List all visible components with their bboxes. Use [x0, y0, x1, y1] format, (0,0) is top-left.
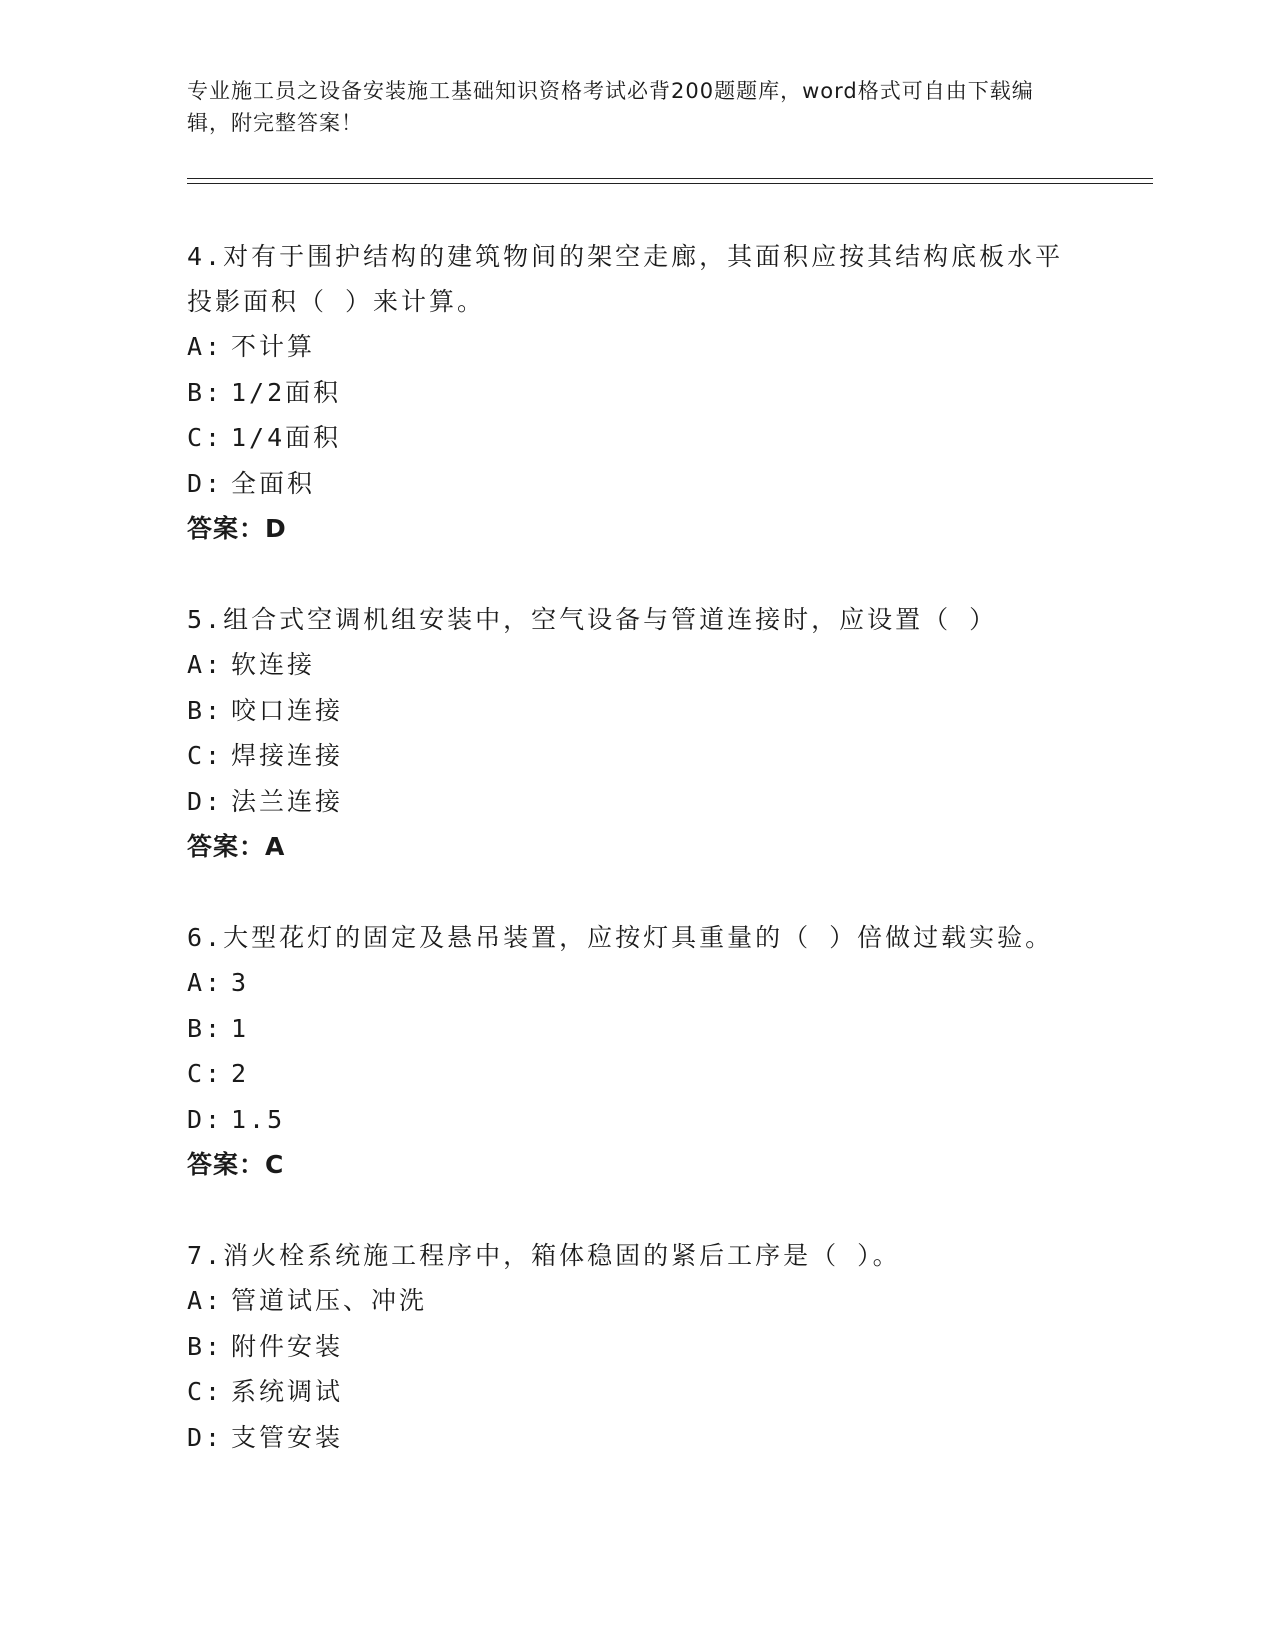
option-text: 3	[231, 968, 250, 997]
option-text: 全面积	[231, 468, 316, 498]
option-text: 2	[231, 1059, 250, 1088]
option-d	[187, 1097, 1077, 1143]
option-letter: D:	[187, 468, 224, 498]
option-c	[187, 415, 1077, 461]
option-text: 系统调试	[231, 1377, 344, 1406]
question-6	[187, 915, 1077, 1188]
option-d	[187, 461, 1077, 507]
option-a	[187, 642, 1077, 688]
option-letter: A:	[187, 332, 224, 361]
option-letter: A:	[187, 968, 224, 997]
question-4	[187, 234, 1077, 552]
option-letter: B:	[187, 1013, 224, 1043]
option-letter: C:	[187, 1377, 224, 1406]
option-a	[187, 1278, 1077, 1324]
option-letter: D:	[187, 1422, 224, 1452]
header-divider-bottom	[187, 183, 1153, 184]
option-text: 1.5	[231, 1104, 286, 1134]
option-letter: B:	[187, 695, 224, 725]
answer-label: 答案：A	[187, 832, 286, 861]
option-letter: A:	[187, 1286, 224, 1315]
option-a	[187, 324, 1077, 370]
option-letter: D:	[187, 1104, 224, 1134]
option-c	[187, 1369, 1077, 1415]
option-text: 1/2面积	[231, 377, 342, 407]
option-text: 1/4面积	[231, 423, 342, 452]
question-7	[187, 1233, 1077, 1460]
option-b	[187, 688, 1077, 734]
option-text: 不计算	[231, 332, 316, 361]
option-text: 1	[231, 1013, 250, 1043]
option-text: 管道试压、冲洗	[231, 1286, 428, 1315]
option-text: 法兰连接	[231, 786, 344, 816]
option-text: 焊接连接	[231, 741, 344, 770]
option-b	[187, 370, 1077, 416]
option-letter: B:	[187, 1331, 224, 1361]
option-text: 软连接	[231, 650, 316, 679]
option-text: 支管安装	[231, 1422, 344, 1452]
header-divider-top	[187, 178, 1153, 179]
option-b	[187, 1324, 1077, 1370]
option-a	[187, 960, 1077, 1006]
option-letter: B:	[187, 377, 224, 407]
option-d	[187, 1415, 1077, 1461]
option-c	[187, 1051, 1077, 1097]
option-text: 附件安装	[231, 1331, 344, 1361]
option-letter: C:	[187, 741, 224, 770]
option-letter: D:	[187, 786, 224, 816]
option-letter: A:	[187, 650, 224, 679]
question-stem: 7.消火栓系统施工程序中，箱体稳固的紧后工序是（ ）。	[187, 1241, 901, 1270]
option-text: 咬口连接	[231, 695, 344, 725]
question-stem: 6.大型花灯的固定及悬吊装置，应按灯具重量的（ ）倍做过载实验。	[187, 923, 1054, 952]
option-c	[187, 733, 1077, 779]
option-letter: C:	[187, 1059, 224, 1088]
option-letter: C:	[187, 423, 224, 452]
question-stem: 5.组合式空调机组安装中，空气设备与管道连接时，应设置（ ）	[187, 605, 998, 634]
document-header: 专业施工员之设备安装施工基础知识资格考试必背200题题库，word格式可自由下载编辑，附完整答案！	[187, 79, 1034, 135]
question-5	[187, 597, 1077, 870]
option-d	[187, 779, 1077, 825]
question-stem: 4.对有于围护结构的建筑物间的架空走廊，其面积应按其结构底板水平投影面积（ ）来计算。	[187, 242, 1064, 316]
answer-label: 答案：C	[187, 1150, 285, 1179]
answer-label: 答案：D	[187, 514, 287, 543]
option-b	[187, 1006, 1077, 1052]
